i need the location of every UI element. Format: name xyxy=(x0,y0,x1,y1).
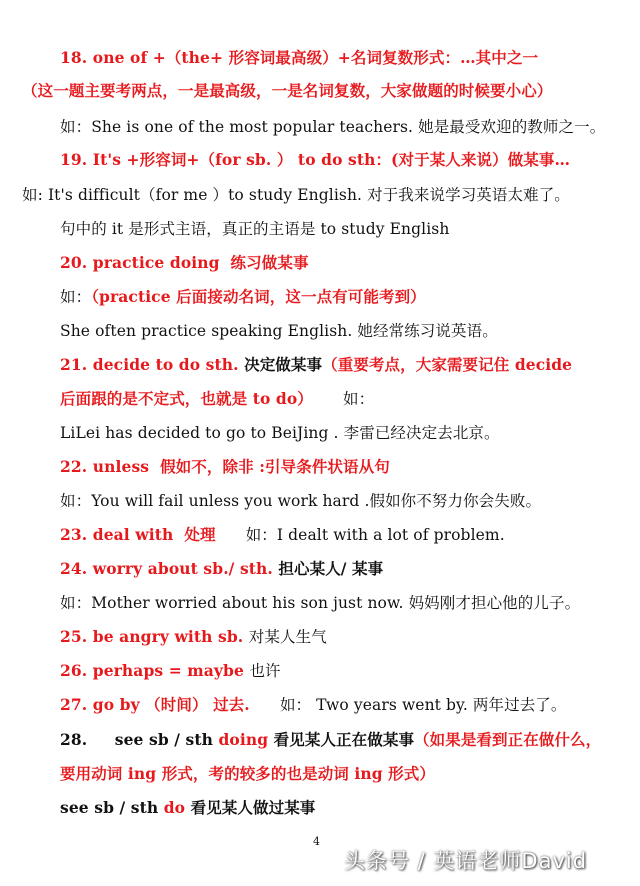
line-28-note xyxy=(60,763,435,785)
line-28-example xyxy=(60,797,315,819)
text-segment: 24. worry about sb./ sth. xyxy=(60,559,279,578)
line-21-title xyxy=(60,354,572,376)
line-18-example xyxy=(60,116,605,138)
text-segment: 看见某人正在做某事 xyxy=(273,730,415,749)
text-segment: 句中的 it 是形式主语，真正的主语是 to study English xyxy=(60,220,450,238)
text-segment: （重要考点，大家需要记住 decide xyxy=(322,355,573,374)
line-24-title xyxy=(60,558,383,580)
line-19-example xyxy=(22,184,570,206)
text-segment: 后面跟的是不定式，也就是 to do） xyxy=(60,389,313,408)
text-segment: 如：You will fail unless you work hard .假如你不努力你会失败。 xyxy=(60,492,542,510)
text-segment: 21. decide to do sth. xyxy=(60,355,245,374)
text-segment: doing xyxy=(218,730,274,749)
text-segment: do xyxy=(163,798,191,817)
line-22-example xyxy=(60,490,541,512)
line-26 xyxy=(60,660,281,682)
text-segment: 22. unless 假如不，除非 :引导条件状语从句 xyxy=(60,457,390,476)
line-25 xyxy=(60,626,327,648)
text-segment: 27. go by （时间） 过去. xyxy=(60,695,250,714)
text-segment: She is one of the most popular teachers. 她是最受欢迎的教师之一。 xyxy=(91,118,606,136)
text-segment: 也许 xyxy=(249,662,281,680)
text-segment: 20. practice doing 练习做某事 xyxy=(60,253,309,272)
text-segment: 19. It's +形容词+（for sb. ） to do sth：(对于某人来说）做某事… xyxy=(60,150,571,169)
line-28-title xyxy=(60,729,601,751)
text-segment: 如： xyxy=(60,288,92,306)
text-segment: 看见某人做过某事 xyxy=(190,798,316,817)
line-22-title xyxy=(60,456,390,478)
text-segment: （practice 后面接动名词，这一点有可能考到） xyxy=(91,287,426,306)
text-segment: （如果是看到正在做什么， xyxy=(414,730,602,749)
text-segment: 25. be angry with sb. xyxy=(60,627,249,646)
text-segment: 担心某人/ 某事 xyxy=(278,559,384,578)
line-18-title xyxy=(60,47,538,69)
text-segment: 如： xyxy=(60,118,92,136)
line-18-note xyxy=(22,80,552,102)
text-segment: 28. see sb / sth xyxy=(60,730,219,749)
text-segment: see sb / sth xyxy=(60,798,164,817)
watermark: 头条号 / 英语老师David xyxy=(344,849,588,873)
text-segment: 如: It's difficult（for me ）to study English. 对于我来说学习英语太难了。 xyxy=(22,186,570,204)
line-21-example xyxy=(60,422,500,444)
line-20-example xyxy=(60,320,498,342)
page-number: 4 xyxy=(313,835,320,848)
line-27 xyxy=(60,694,567,716)
text-segment: 23. deal with 处理 xyxy=(60,525,216,544)
text-segment: 如：Mother worried about his son just now. 妈妈刚才担心他的儿子。 xyxy=(60,594,581,612)
line-24-example xyxy=(60,592,580,614)
text-segment: 如：I dealt with a lot of problem. xyxy=(215,526,505,544)
line-19-note xyxy=(60,218,449,240)
text-segment: She often practice speaking English. 她经常练习说英语。 xyxy=(60,322,498,340)
line-20-note xyxy=(60,286,426,308)
text-segment: LiLei has decided to go to BeiJing . 李雷已经决定去北京。 xyxy=(60,424,500,442)
text-segment: 要用动词 ing 形式，考的较多的也是动词 ing 形式） xyxy=(60,764,435,783)
text-segment: 如： Two years went by. 两年过去了。 xyxy=(249,696,567,714)
text-segment: 26. perhaps = maybe xyxy=(60,661,250,680)
line-21-note xyxy=(60,388,374,410)
text-segment: 对某人生气 xyxy=(248,628,327,646)
line-19-title xyxy=(60,149,570,171)
text-segment: 18. one of +（the+ 形容词最高级）+名词复数形式：…其中之一 xyxy=(60,48,539,67)
text-segment: （这一题主要考两点，一是最高级，一是名词复数，大家做题的时候要小心） xyxy=(22,81,553,100)
line-20-title xyxy=(60,252,309,274)
line-23 xyxy=(60,524,505,546)
text-segment: 如： xyxy=(312,390,375,408)
text-segment: 决定做某事 xyxy=(244,355,323,374)
